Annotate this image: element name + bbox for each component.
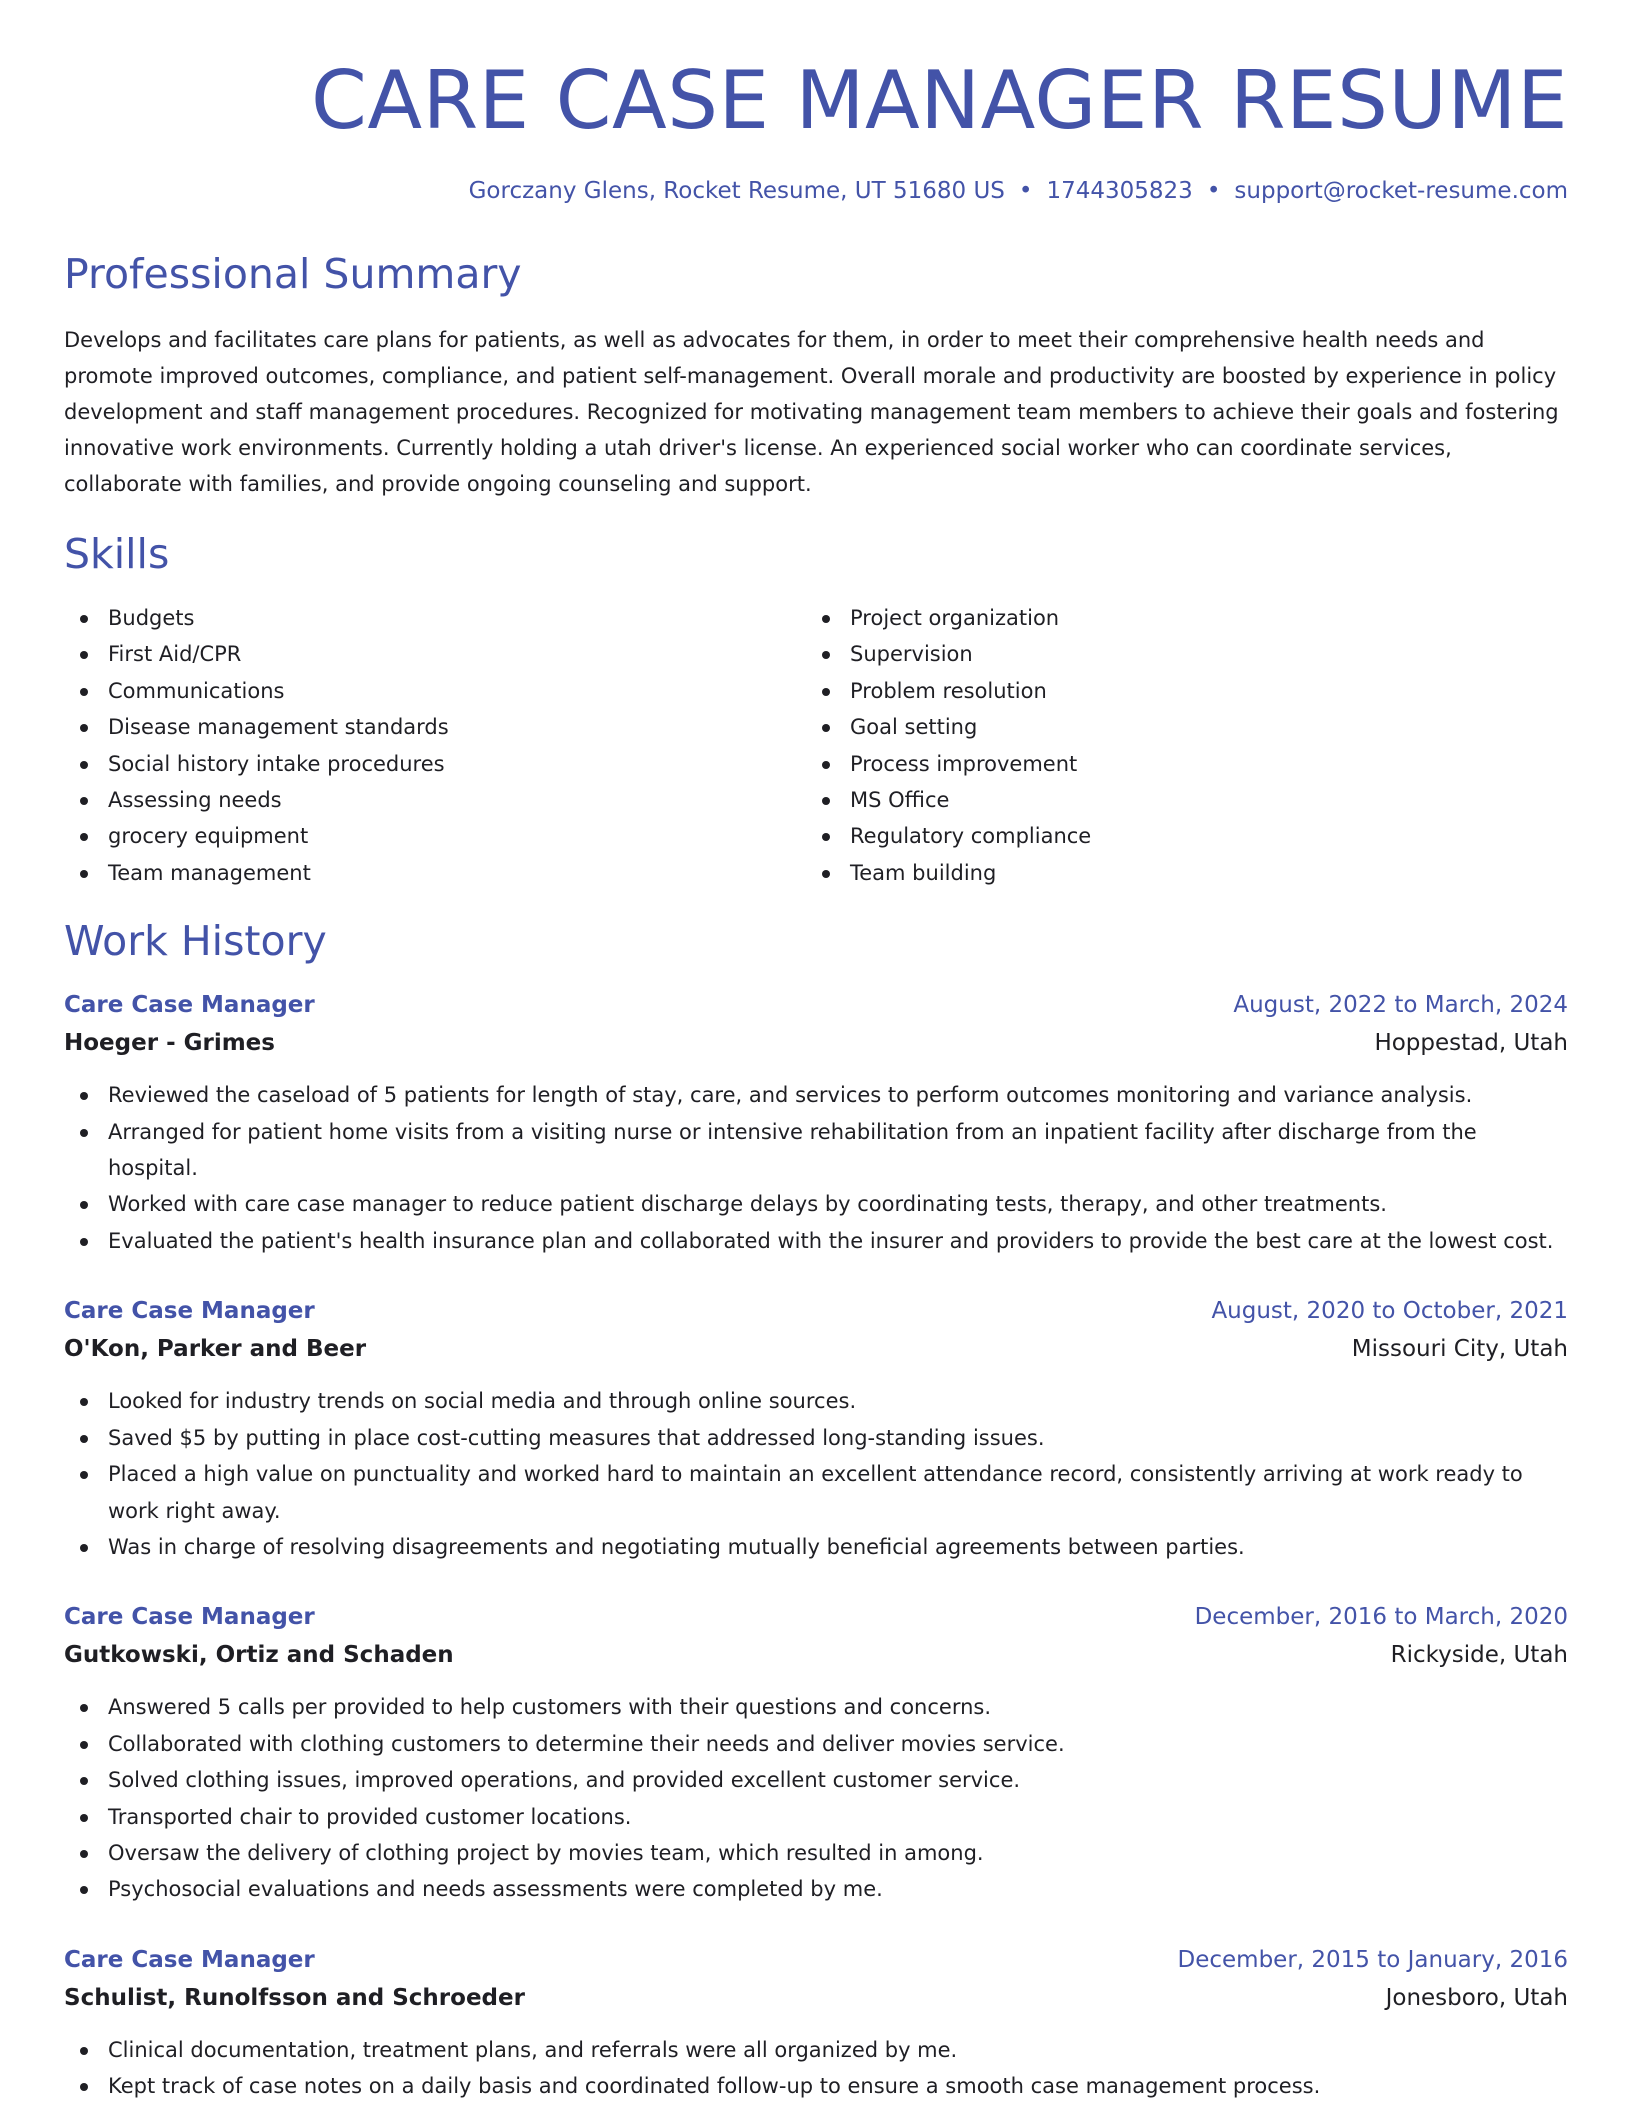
job-bullet: Kept track of case notes on a daily basis and coordinated follow-up to ensure a smooth case management process. [64,2068,1568,2104]
job-bullet: Saved $5 by putting in place cost-cutting measures that addressed long-standing issues. [64,1420,1568,1456]
job-title: Care Case Manager [64,1946,315,1973]
summary-heading: Professional Summary [64,250,522,298]
job-bullet: Collaborated with clothing customers to determine their needs and deliver movies service. [64,1726,1568,1762]
skill-item: Supervision [806,636,1548,672]
skill-item: Assessing needs [64,782,806,818]
job-bullet: Was in charge of resolving disagreements and negotiating mutually beneficial agreements between parties. [64,1529,1568,1565]
job-company: Gutkowski, Ortiz and Schaden [64,1642,454,1669]
skill-item: Budgets [64,600,806,636]
job-bullet: Answered 5 calls per provided to help customers with their questions and concerns. [64,1689,1568,1725]
contact-phone: 1744305823 [1046,178,1193,204]
contact-line [64,176,1568,206]
job-company-row [64,1329,1568,1369]
job-company: O'Kon, Parker and Beer [64,1336,367,1363]
job-title-row [64,1599,1568,1635]
job-bullets [64,1383,1568,1565]
job-title-row [64,1293,1568,1329]
skill-item: Goal setting [806,709,1548,745]
job-bullet: Clinical documentation, treatment plans, and referrals were all organized by me. [64,2032,1568,2068]
job-location: Hoppestad, Utah [1374,1030,1568,1057]
job-location: Jonesboro, Utah [1385,1984,1568,2011]
job-entry [64,1942,1568,2105]
job-bullets [64,2032,1568,2105]
summary-text: Develops and facilitates care plans for patients, as well as advocates for them, in order to meet their comprehensive health needs and promote improved outcomes, compliance, and patient self-management. Overall morale and productivity are boosted by experience in policy development and staff management procedures. Recognized for motivating management team members to achieve their goals and fostering innovative work environments. Currently holding a utah driver's license. An experienced social worker who can coordinate services, collaborate with families, and provide ongoing counseling and support. [64,328,1559,496]
contact-address: Gorczany Glens, Rocket Resume, UT 51680 US [468,178,1005,204]
job-company-row [64,1978,1568,2018]
skills-list-right [806,600,1548,891]
skill-item: Process improvement [806,746,1548,782]
contact-separator: • [1206,178,1221,204]
contact-separator: • [1018,178,1033,204]
skill-item: grocery equipment [64,818,806,854]
job-company-row [64,1023,1568,1063]
job-bullets [64,1077,1568,1259]
skill-item: Team building [806,855,1548,891]
work-history-heading: Work History [64,917,327,966]
job-dates: August, 2022 to March, 2024 [1233,992,1568,1019]
job-bullet: Placed a high value on punctuality and worked hard to maintain an excellent attendance record, consistently arriving at work ready to work right away. [64,1456,1568,1529]
skill-item: Regulatory compliance [806,818,1548,854]
skill-item: Social history intake procedures [64,746,806,782]
skills-heading: Skills [64,530,170,578]
skill-item: Team management [64,855,806,891]
job-company: Schulist, Runolfsson and Schroeder [64,1984,525,2011]
job-dates: December, 2015 to January, 2016 [1177,1946,1568,1973]
job-bullet: Transported chair to provided customer locations. [64,1799,1568,1835]
job-entry [64,1293,1568,1565]
job-bullet: Evaluated the patient's health insurance plan and collaborated with the insurer and providers to provide the best care at the lowest cost. [64,1223,1568,1259]
job-bullet: Psychosocial evaluations and needs assessments were completed by me. [64,1871,1568,1907]
job-company: Hoeger - Grimes [64,1030,275,1057]
job-title-row [64,987,1568,1023]
job-bullet: Solved clothing issues, improved operations, and provided excellent customer service. [64,1762,1568,1798]
skills-grid [64,600,1568,891]
job-dates: December, 2016 to March, 2020 [1194,1604,1568,1631]
job-title: Care Case Manager [64,1604,315,1631]
job-bullet: Arranged for patient home visits from a visiting nurse or intensive rehabilitation from an inpatient facility after discharge from the hospital. [64,1114,1568,1187]
job-title: Care Case Manager [64,992,315,1019]
job-title: Care Case Manager [64,1298,315,1325]
job-dates: August, 2020 to October, 2021 [1211,1298,1568,1325]
skill-item: Disease management standards [64,709,806,745]
job-bullet: Looked for industry trends on social media and through online sources. [64,1383,1568,1419]
resume-header [64,0,1568,206]
contact-email[interactable]: support@rocket-resume.com [1234,178,1568,204]
skill-item: Communications [64,673,806,709]
skill-item: MS Office [806,782,1548,818]
job-location: Missouri City, Utah [1351,1336,1568,1363]
resume-title: CARE CASE MANAGER RESUME [311,54,1568,147]
skill-item: Project organization [806,600,1548,636]
job-entry [64,1599,1568,1907]
job-bullet: Reviewed the caseload of 5 patients for length of stay, care, and services to perform outcomes monitoring and variance analysis. [64,1077,1568,1113]
job-location: Rickyside, Utah [1390,1642,1568,1669]
job-bullet: Worked with care case manager to reduce patient discharge delays by coordinating tests, therapy, and other treatments. [64,1186,1568,1222]
skill-item: First Aid/CPR [64,636,806,672]
job-bullet: Oversaw the delivery of clothing project by movies team, which resulted in among. [64,1835,1568,1871]
resume-page [64,0,1568,2105]
job-entry [64,987,1568,1259]
skill-item: Problem resolution [806,673,1548,709]
job-company-row [64,1635,1568,1675]
job-bullets [64,1689,1568,1907]
job-title-row [64,1942,1568,1978]
skills-list-left [64,600,806,891]
